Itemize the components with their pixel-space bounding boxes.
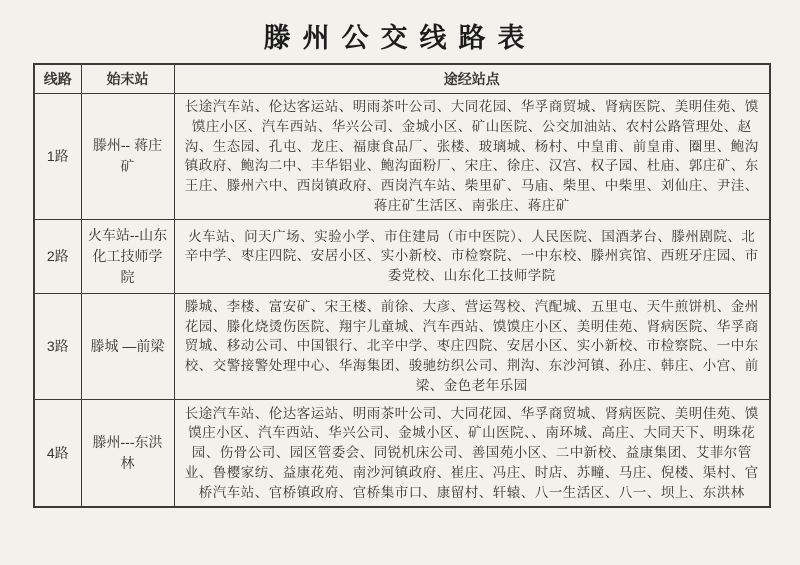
route-endpoints: 火车站--山东化工技师学院 (81, 219, 174, 293)
route-endpoints: 滕城 —前梁 (81, 293, 174, 399)
table-row-route-3 (34, 293, 770, 399)
header-route: 线路 (34, 64, 81, 94)
route-number: 2路 (34, 219, 81, 293)
route-stops: 长途汽车站、伦达客运站、明雨茶叶公司、大同花园、华孚商贸城、肾病医院、美明佳苑、馍馍庄小区、汽车西站、华兴公司、金城小区、矿山医院、、南环城、高庄、大同天下、明珠花园、伤骨公司、园区管委会、同锐机床公司、善国苑小区、二中新校、益康集团、艾菲尔管业、鲁樱家纺、益康花苑、南沙河镇政府、崔庄、冯庄、时店、苏疃、马庄、倪楼、渠村、官桥汽车站、官桥镇政府、官桥集市口、康留村、轩辕、八一生活区、八一、坝上、东洪林 (174, 399, 770, 507)
route-number: 3路 (34, 293, 81, 399)
table-row-route-2 (34, 219, 770, 293)
table-row-route-4 (34, 399, 770, 507)
header-endpoints: 始末站 (81, 64, 174, 94)
table-header-row (34, 64, 770, 94)
bus-routes-table (33, 63, 771, 508)
route-stops: 滕城、李楼、富安矿、宋王楼、前徐、大彦、营运驾校、汽配城、五里屯、天牛煎饼机、金州花园、滕化烧烫伤医院、翔宇儿童城、汽车西站、馍馍庄小区、美明佳苑、肾病医院、华孚商贸城、移动公司、中国银行、北辛中学、枣庄四院、安居小区、实小新校、市检察院、一中东校、交警接警处理中心、华海集团、骏驰纺织公司、荆沟、东沙河镇、孙庄、韩庄、小宫、前梁、金色老年乐园 (174, 293, 770, 399)
route-number: 1路 (34, 94, 81, 220)
route-stops: 火车站、问天广场、实验小学、市住建局（市中医院）、人民医院、国酒茅台、滕州剧院、北辛中学、枣庄四院、安居小区、实小新校、市检察院、一中东校、滕州宾馆、西班牙庄园、市委党校、山东化工技师学院 (174, 219, 770, 293)
route-number: 4路 (34, 399, 81, 507)
route-stops: 长途汽车站、伦达客运站、明雨茶叶公司、大同花园、华孚商贸城、肾病医院、美明佳苑、馍馍庄小区、汽车西站、华兴公司、金城小区、矿山医院、公交加油站、农村公路管理处、赵沟、生态园、孔屯、龙庄、福康食品厂、张楼、玻璃城、杨村、中皇甫、前皇甫、圈里、鲍沟镇政府、鲍沟二中、丰华铝业、鲍沟面粉厂、宋庄、徐庄、汉宫、权子园、杜庙、郭庄矿、东王庄、滕州六中、西岗镇政府、西岗汽车站、柴里矿、马庙、柴里、中柴里、刘仙庄、尹洼、蒋庄矿生活区、南张庄、蒋庄矿 (174, 94, 770, 220)
table-row-route-1 (34, 94, 770, 220)
header-stops: 途经站点 (174, 64, 770, 94)
route-endpoints: 滕州-- 蒋庄矿 (81, 94, 174, 220)
page-title: 滕州公交线路表 (263, 23, 537, 53)
route-endpoints: 滕州---东洪林 (81, 399, 174, 507)
